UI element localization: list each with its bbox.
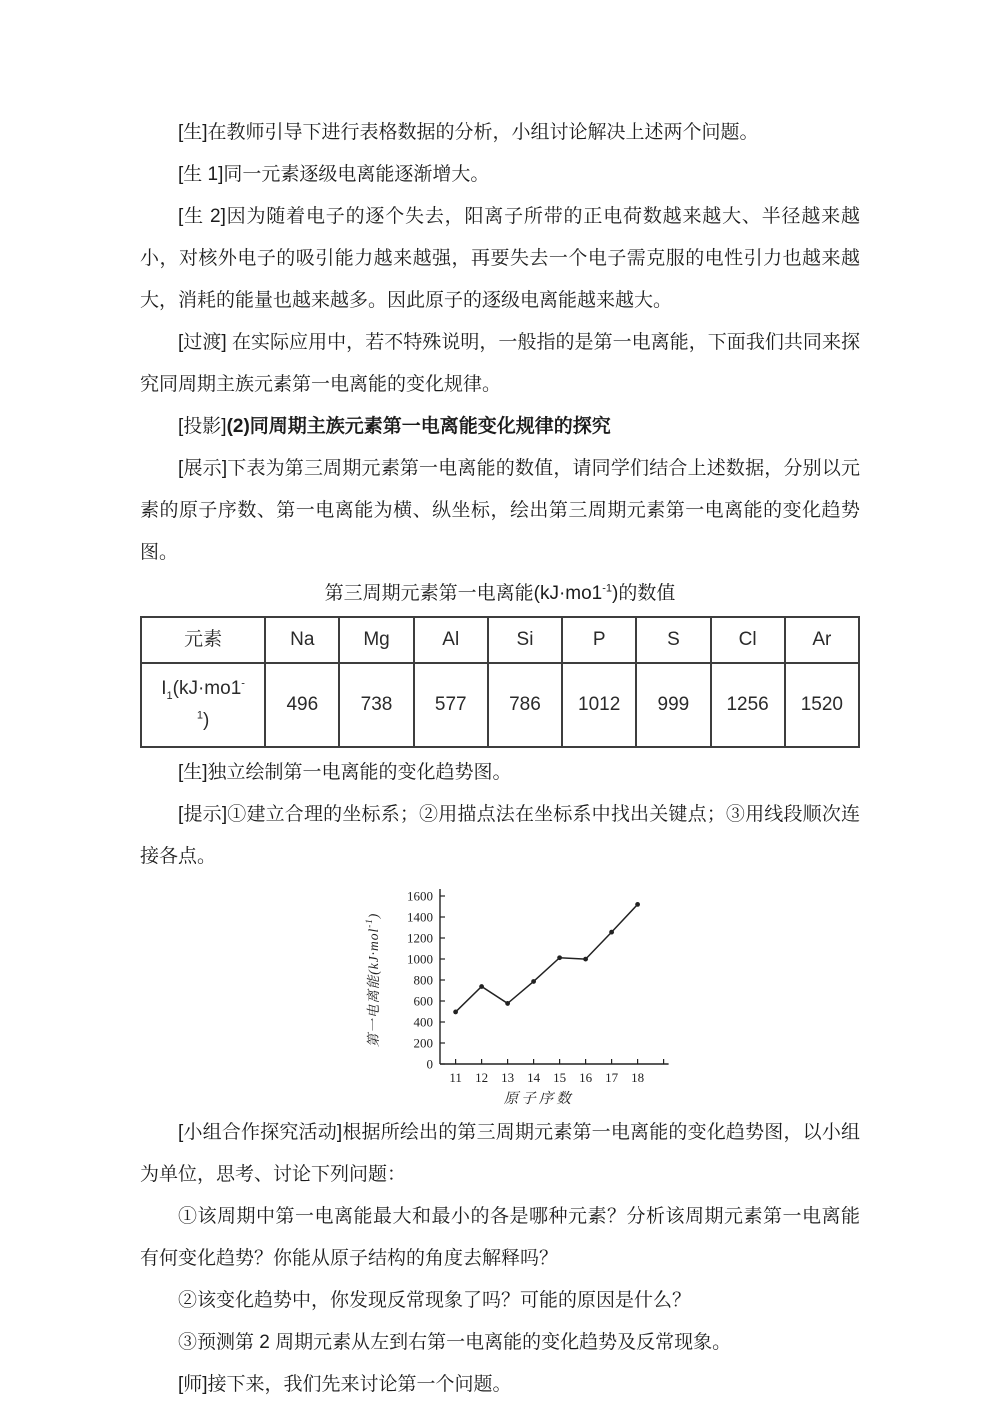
header-cell-element: 元素 (141, 617, 265, 663)
y-tick-label: 1200 (407, 930, 433, 946)
x-tick-label: 12 (475, 1070, 489, 1085)
paragraph-transition: [过渡] 在实际应用中，若不特殊说明，一般指的是第一电离能，下面我们共同来探究同周期主族元素第一电离能的变化规律。 (140, 332, 860, 395)
paragraph-question-3: ③预测第 2 周期元素从左到右第一电离能的变化趋势及反常现象。 (178, 1332, 732, 1353)
header-cell-p: P (562, 617, 636, 663)
trend-line (456, 904, 638, 1012)
ionization-trend-chart (362, 884, 702, 1106)
paragraph-group-activity: [小组合作探究活动]根据所绘出的第三周期元素第一电离能的变化趋势图，以小组为单位，思考、讨论下列问题： (140, 1122, 860, 1185)
header-cell-al: Al (414, 617, 488, 663)
value-cell-mg: 738 (339, 663, 413, 747)
y-tick-label: 0 (426, 1056, 433, 1072)
value-cell-si: 786 (488, 663, 562, 747)
projection-prefix: [投影] (178, 416, 227, 437)
x-tick-label: 14 (527, 1070, 541, 1085)
projection-bold-title: (2)同周期主族元素第一电离能变化规律的探究 (226, 416, 611, 437)
header-cell-cl: Cl (711, 617, 785, 663)
paragraph-hint: [提示]①建立合理的坐标系；②用描点法在坐标系中找出关键点；③用线段顺次连接各点。 (140, 804, 860, 867)
data-point (531, 979, 536, 984)
y-axis-label: 第一电离能(kJ·mol$^{-1}$) (364, 912, 381, 1048)
y-tick-label: 1600 (407, 888, 433, 904)
header-cell-s: S (636, 617, 710, 663)
data-point (609, 930, 614, 935)
data-point (557, 955, 562, 960)
data-point (583, 957, 588, 962)
header-cell-mg: Mg (339, 617, 413, 663)
y-tick-label: 200 (413, 1035, 433, 1051)
data-point (479, 984, 484, 989)
value-cell-al: 577 (414, 663, 488, 747)
header-cell-na: Na (265, 617, 339, 663)
value-cell-ar: 1520 (785, 663, 859, 747)
y-tick-label: 600 (413, 993, 433, 1009)
paragraph-student-2: [生 2]因为随着电子的逐个失去，阳离子所带的正电荷数越来越大、半径越来越小，对核外电子的吸引能力越来越强，再要失去一个电子需克服的电性引力也越来越大，消耗的能量也越来越多。因此原子的逐级电离能越来越大。 (140, 206, 860, 311)
paragraph-student-draw: [生]独立绘制第一电离能的变化趋势图。 (178, 762, 512, 783)
x-tick-label: 18 (631, 1070, 645, 1085)
data-point (635, 902, 640, 907)
row-label-i1-unit: $I_1(kJ\cdot mo1^-$ $^1$) (141, 663, 265, 747)
x-tick-label: 16 (579, 1070, 593, 1085)
table-title-superscript: -1 (602, 582, 613, 595)
paragraph-student-1: [生 1]同一元素逐级电离能逐渐增大。 (178, 164, 490, 185)
x-tick-label: 11 (449, 1070, 462, 1085)
y-tick-label: 400 (413, 1014, 433, 1030)
value-cell-p: 1012 (562, 663, 636, 747)
x-tick-label: 15 (553, 1070, 567, 1085)
value-cell-s: 999 (636, 663, 710, 747)
ionization-energy-table (140, 616, 860, 748)
paragraph-teacher: [师]接下来，我们先来讨论第一个问题。 (178, 1374, 512, 1395)
data-point (505, 1001, 510, 1006)
x-tick-label: 17 (605, 1070, 619, 1085)
x-axis-label: 原子序数 (503, 1091, 574, 1106)
paragraph-student: [生]在教师引导下进行表格数据的分析，小组讨论解决上述两个问题。 (178, 122, 759, 143)
paragraph-question-1: ①该周期中第一电离能最大和最小的各是哪种元素？分析该周期元素第一电离能有何变化趋势？你能从原子结构的角度去解释吗？ (140, 1206, 860, 1269)
data-point (453, 1010, 458, 1015)
table-title: 第三周期元素第一电离能$(kJ\cdot mo1^{-1})$的数值 (324, 582, 676, 604)
paragraph-display: [展示]下表为第三周期元素第一电离能的数值，请同学们结合上述数据，分别以元素的原子序数、第一电离能为横、纵坐标，绘出第三周期元素第一电离能的变化趋势图。 (140, 458, 860, 563)
value-cell-cl: 1256 (711, 663, 785, 747)
y-tick-label: 800 (413, 972, 433, 988)
y-tick-label: 1400 (407, 909, 433, 925)
table-header-row (141, 617, 859, 663)
trend-chart-svg (362, 884, 702, 1106)
paragraph-projection-heading (140, 406, 860, 448)
table-value-row (141, 663, 859, 747)
value-cell-na: 496 (265, 663, 339, 747)
header-cell-si: Si (488, 617, 562, 663)
header-cell-ar: Ar (785, 617, 859, 663)
paragraph-question-2: ②该变化趋势中，你发现反常现象了吗？可能的原因是什么？ (178, 1290, 692, 1311)
y-tick-label: 1000 (407, 951, 433, 967)
x-tick-label: 13 (501, 1070, 515, 1085)
